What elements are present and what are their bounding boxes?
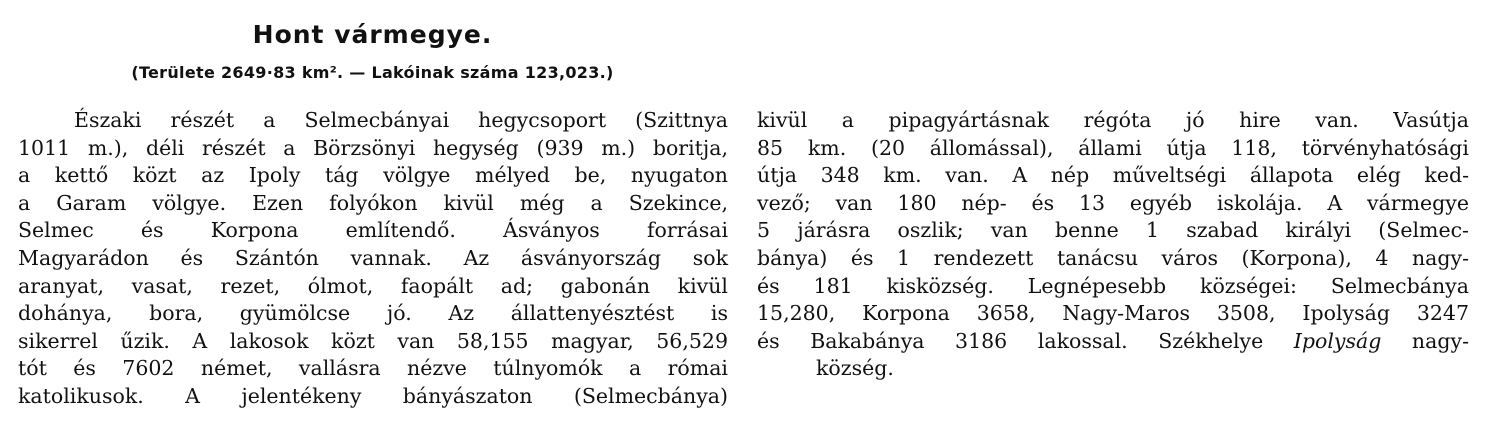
page-subtitle: (Területe 2649·83 km². — Lakóinak száma 123,023.)	[131, 63, 614, 82]
text-column-left	[18, 107, 728, 411]
text-line: Északi részét a Selmecbányai hegycsoport (Szittnya	[74, 108, 728, 132]
text-column-right	[757, 107, 1469, 383]
text-fragment: nagy-	[1381, 328, 1469, 353]
text-line: község.	[816, 356, 894, 381]
text-line: 15,280, Korpona 3658, Nagy-Maros 3508, Ipolyság 3247	[757, 301, 1469, 326]
text-line: útja 348 km. van. A nép műveltségi állapota elég ked-	[757, 163, 1469, 188]
county-seat-name: Ipolyság	[1293, 328, 1382, 353]
text-line: dohánya, bora, gyümölcse jó. Az állattenyésztést is	[18, 301, 728, 326]
text-line-with-seat	[757, 328, 1469, 356]
text-line: 5 járásra oszlik; van benne 1 szabad királyi (Selmec-	[757, 218, 1469, 243]
text-line: bánya) és 1 rendezett tanácsu város (Korpona), 4 nagy-	[757, 245, 1469, 270]
text-line: aranyat, vasat, rezet, ólmot, faopált ad; gabonán kivül	[18, 273, 728, 298]
text-line: 85 km. (20 állomással), állami útja 118, törvényhatósági	[757, 135, 1469, 160]
text-line: 1011 m.), déli részét a Börzsönyi hegység (939 m.) boritja,	[18, 135, 728, 160]
page-title: Hont vármegye.	[252, 20, 493, 49]
text-line: tót és 7602 német, vallásra nézve túlnyomók a római	[18, 356, 728, 381]
text-line: sikerrel űzik. A lakosok közt van 58,155 magyar, 56,529	[18, 328, 728, 353]
text-line: a Garam völgye. Ezen folyókon kivül még a Szekince,	[18, 190, 728, 215]
text-line: a kettő közt az Ipoly tág völgye mélyed be, nyugaton	[18, 163, 728, 188]
text-line: Magyarádon és Szántón vannak. Az ásványország sok	[18, 245, 728, 270]
text-line: katolikusok. A jelentékeny bányászaton (Selmecbánya)	[18, 383, 728, 408]
text-line: kivül a pipagyártásnak régóta jó hire van. Vasútja	[757, 108, 1469, 132]
text-fragment: és Bakabánya 3186 lakossal. Székhelye	[757, 328, 1294, 353]
text-line: Selmec és Korpona említendő. Ásványos forrásai	[18, 218, 728, 243]
text-line: vező; van 180 nép- és 13 egyéb iskolája. A vármegye	[757, 190, 1469, 215]
text-line: és 181 kisközség. Legnépesebb községei: Selmecbánya	[757, 273, 1469, 298]
